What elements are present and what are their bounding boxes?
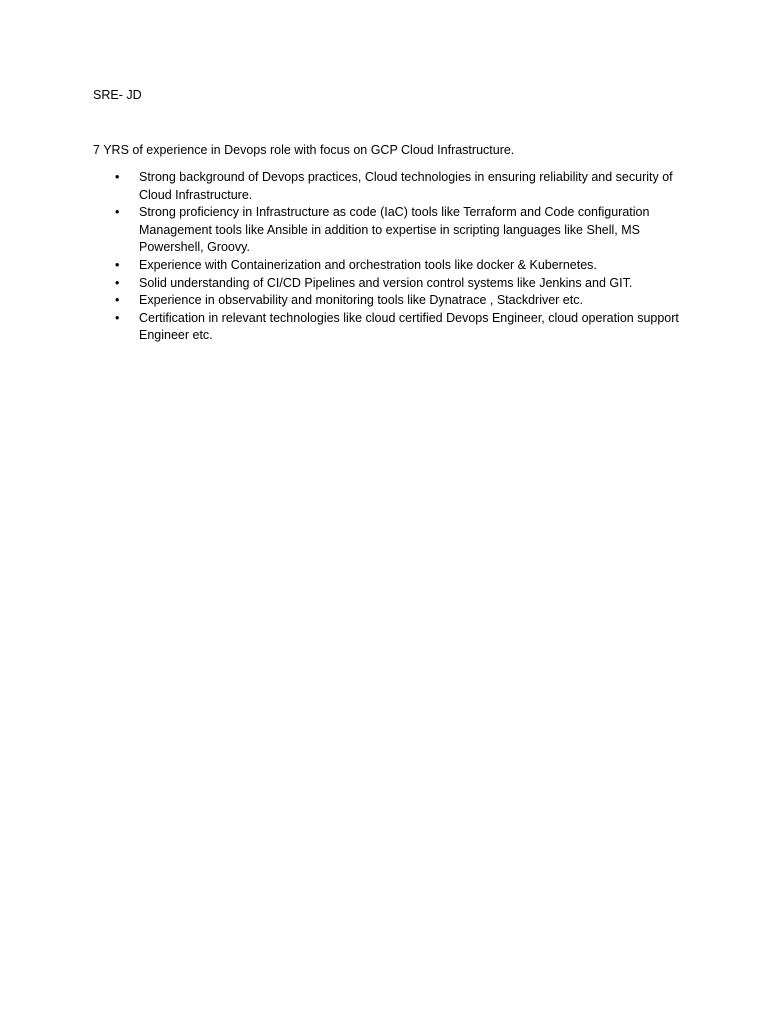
list-item-text: Experience in observability and monitoring tools like Dynatrace , Stackdriver etc. [139, 293, 583, 308]
list-item [93, 169, 683, 204]
bullet-icon: • [115, 293, 120, 308]
list-item-text: Strong background of Devops practices, Cloud technologies in ensuring reliability and security of Cloud Infrastructure. [139, 170, 673, 202]
list-item-text: Strong proficiency in Infrastructure as code (IaC) tools like Terraform and Code configuration Management tools like Ansible in addition to expertise in scripting languages like Shell, MS Powershell, Groovy. [139, 205, 650, 255]
bullet-icon: • [115, 170, 120, 184]
list-item-text: Solid understanding of CI/CD Pipelines and version control systems like Jenkins and GIT. [139, 275, 633, 290]
list-item [93, 275, 683, 293]
list-item-text: Experience with Containerization and orchestration tools like docker & Kubernetes. [139, 257, 597, 272]
list-item [93, 257, 683, 275]
list-item [93, 292, 683, 310]
bullet-icon: • [115, 310, 120, 325]
bullet-icon: • [115, 205, 120, 220]
list-item [93, 204, 683, 257]
bullet-icon: • [115, 257, 120, 272]
bullet-icon: • [115, 275, 120, 290]
list-item [93, 310, 683, 345]
list-item-text: Certification in relevant technologies like cloud certified Devops Engineer, cloud operation support Engineer etc. [139, 310, 679, 343]
intro-paragraph: 7 YRS of experience in Devops role with focus on GCP Cloud Infrastructure. [93, 143, 515, 157]
requirements-list [93, 169, 683, 345]
document-title: SRE- JD [93, 88, 142, 102]
